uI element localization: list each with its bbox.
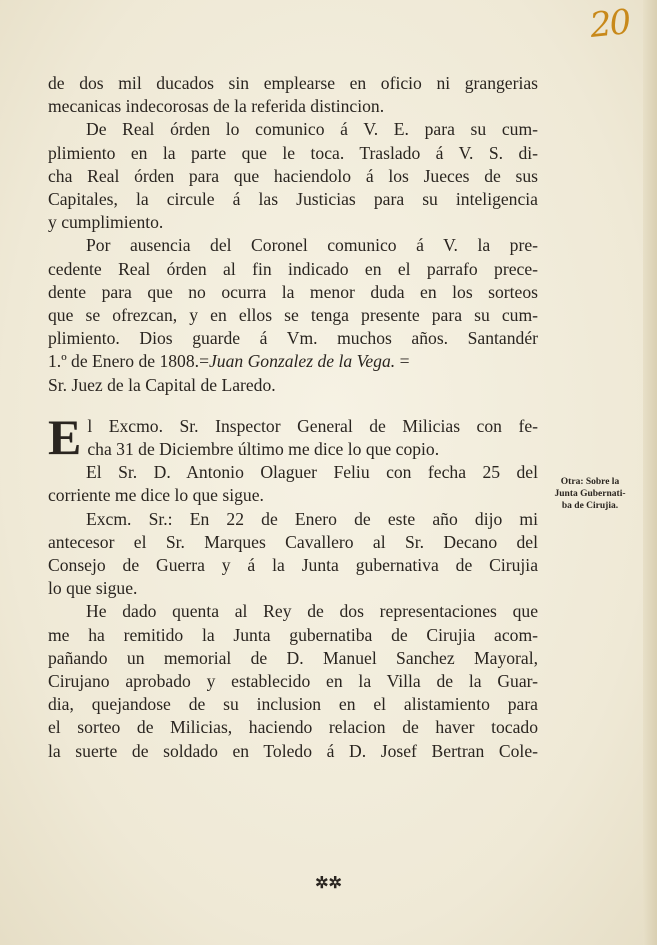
paragraph-2 <box>48 118 538 234</box>
margin-note-line: Junta Gubernati- <box>554 489 626 499</box>
paragraph-4 <box>48 408 538 465</box>
text-line: me ha remitido la Junta gubernatiba de Cirujia acom- <box>48 624 538 645</box>
text-line: corriente me dice lo que sigue. <box>48 485 264 506</box>
separator: = <box>199 351 209 372</box>
paragraph-3 <box>48 234 538 396</box>
ornament-asterisks: ✲✲ <box>315 875 342 892</box>
addressee-line: Sr. Juez de la Capital de Laredo. <box>48 374 276 395</box>
text-line: Excm. Sr.: En 22 de Enero de este año dijo mi <box>86 508 538 529</box>
text-line: que se ofrezcan, y en ellos se tenga presente para su cum- <box>48 305 538 326</box>
page-edge <box>643 0 657 945</box>
text-line: mecanicas indecorosas de la referida distincion. <box>48 96 385 117</box>
text-line: De Real órden lo comunico á V. E. para su cum- <box>86 119 538 140</box>
text-line: cedente Real órden al fin indicado en el parrafo prece- <box>48 258 538 279</box>
text-line: lo que sigue. <box>48 578 138 599</box>
text-line: dente para que no ocurra la menor duda en los sorteos <box>48 281 538 302</box>
text-line: de dos mil ducados sin emplearse en oficio ni grangerias <box>48 73 538 93</box>
paragraph-6 <box>48 508 538 601</box>
date-signature-line <box>48 350 538 373</box>
text-line: plimiento en la parte que le toca. Traslado á V. S. di- <box>48 142 538 163</box>
text-line: Cirujano aprobado y establecido en la Villa de la Guar- <box>48 671 538 692</box>
text-line: pañando un memorial de D. Manuel Sanchez Mayoral, <box>48 647 538 668</box>
text-line: Consejo de Guerra y á la Junta gubernativa de Cirujia <box>48 555 538 576</box>
drop-cap: E <box>48 408 82 465</box>
text-line: Capitales, la circule á las Justicias para su inteligencia <box>48 189 538 210</box>
margin-note-line: Otra: Sobre la <box>560 477 620 487</box>
body-text <box>48 72 538 763</box>
paragraph-5 <box>48 461 538 507</box>
text-line: dia, quejandose de su inclusion en el alistamiento para <box>48 694 538 715</box>
letter-date: 1.º de Enero de 1808. <box>48 351 200 372</box>
text-line: la suerte de soldado en Toledo á D. Josef Bertran Cole- <box>48 740 538 761</box>
signature: Juan Gonzalez de la Vega. <box>209 351 396 372</box>
text-line: cha Real órden para que haciendolo á los Jueces de sus <box>48 165 538 186</box>
separator: = <box>399 351 410 372</box>
margin-note-line: ba de Cirujia. <box>561 501 619 511</box>
section-gap <box>48 397 538 415</box>
text-line: Por ausencia del Coronel comunico á V. la pre- <box>86 235 538 256</box>
text-line: He dado quenta al Rey de dos representaciones que <box>86 601 538 622</box>
margin-note <box>540 476 640 512</box>
paragraph-7 <box>48 600 538 762</box>
text-line: y cumplimiento. <box>48 212 164 233</box>
text-line: El Sr. D. Antonio Olaguer Feliu con fecha 25 del <box>86 462 538 483</box>
paragraph-1 <box>48 72 538 118</box>
text-line: el sorteo de Milicias, haciendo relacion de haver tocado <box>48 717 538 738</box>
folio-number: 20 <box>587 2 631 46</box>
text-line: antecesor el Sr. Marques Cavallero al Sr. Decano del <box>48 531 538 552</box>
text-line: plimiento. Dios guarde á Vm. muchos años. Santandér <box>48 328 538 349</box>
text-line: l Excmo. Sr. Inspector General de Milicias con fe- <box>87 415 538 436</box>
text-line: cha 31 de Diciembre último me dice lo que copio. <box>87 439 440 460</box>
